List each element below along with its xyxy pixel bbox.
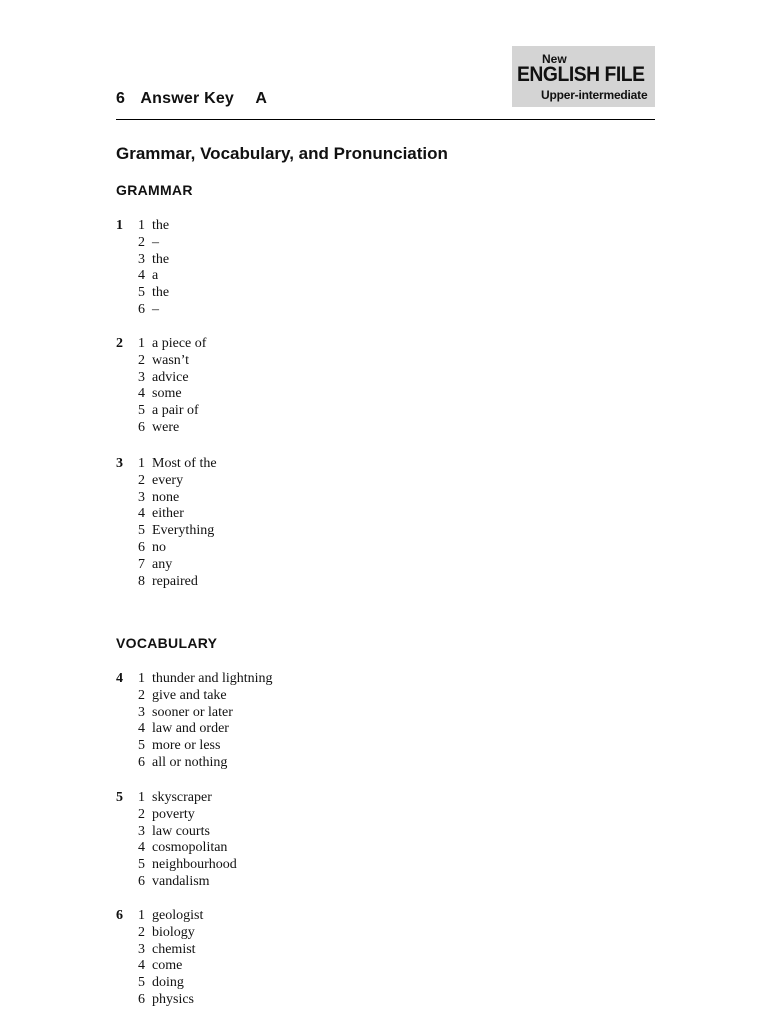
item-number: 3 <box>138 489 145 505</box>
answer-text: every <box>152 472 184 488</box>
answer-text: biology <box>152 924 195 940</box>
answer-text: none <box>152 489 180 505</box>
exercise-number: 1 <box>116 218 123 233</box>
logo-title-text: ENGLISH FILE <box>517 63 645 86</box>
item-number: 3 <box>138 251 145 267</box>
answer-text: physics <box>152 991 194 1007</box>
answer-text: all or nothing <box>152 754 228 770</box>
item-number: 5 <box>138 403 145 419</box>
answer-text: more or less <box>152 738 221 754</box>
grammar-heading: GRAMMAR <box>116 182 193 198</box>
answer-text: cosmopolitan <box>152 840 228 856</box>
item-number: 1 <box>138 790 145 805</box>
item-number: 6 <box>138 873 145 889</box>
answer-text: a <box>152 268 159 284</box>
item-number: 3 <box>138 941 145 957</box>
logo-new-text: New <box>542 52 567 66</box>
answer-text: some <box>152 386 182 402</box>
answer-text: repaired <box>152 573 198 589</box>
answer-text: – <box>152 234 159 250</box>
item-number: 3 <box>138 704 145 720</box>
item-number: 2 <box>138 472 145 488</box>
item-number: 4 <box>138 268 145 284</box>
header-divider <box>116 119 655 120</box>
answer-text: geologist <box>152 908 204 923</box>
answer-text: any <box>152 556 173 572</box>
item-number: 3 <box>138 369 145 385</box>
item-number: 5 <box>138 738 145 754</box>
answer-text: vandalism <box>152 873 210 889</box>
answer-text: advice <box>152 369 189 385</box>
item-number: 5 <box>138 975 145 991</box>
answer-text: Everything <box>152 523 215 539</box>
item-number: 7 <box>138 556 145 572</box>
item-number: 1 <box>138 218 145 233</box>
item-number: 1 <box>138 908 145 923</box>
item-number: 1 <box>138 671 145 686</box>
answer-text: law courts <box>152 823 210 839</box>
answer-text: come <box>152 958 183 974</box>
exercise-number: 4 <box>116 671 123 686</box>
answer-text: a pair of <box>152 403 199 419</box>
version-letter: A <box>255 90 268 107</box>
answer-text: law and order <box>152 721 229 737</box>
exercise-number: 5 <box>116 790 123 805</box>
item-number: 1 <box>138 336 145 351</box>
answer-text: give and take <box>152 687 227 703</box>
item-number: 5 <box>138 857 145 873</box>
answer-text: a piece of <box>152 336 207 351</box>
item-number: 2 <box>138 806 145 822</box>
answer-text: the <box>152 218 170 233</box>
answer-text: the <box>152 251 170 267</box>
english-file-logo <box>512 46 655 107</box>
item-number: 2 <box>138 687 145 703</box>
answer-text: were <box>152 419 180 435</box>
page-title <box>116 90 267 108</box>
item-number: 4 <box>138 958 145 974</box>
logo-level-text: Upper-intermediate <box>541 88 648 102</box>
exercise-number: 2 <box>116 336 123 351</box>
item-number: 4 <box>138 840 145 856</box>
item-number: 5 <box>138 285 145 301</box>
answer-text: either <box>152 506 184 522</box>
item-number: 4 <box>138 506 145 522</box>
answer-text: wasn’t <box>152 352 190 368</box>
item-number: 6 <box>138 991 145 1007</box>
item-number: 6 <box>138 419 145 435</box>
item-number: 6 <box>138 754 145 770</box>
item-number: 3 <box>138 823 145 839</box>
item-number: 2 <box>138 234 145 250</box>
title-text: Answer Key <box>140 90 235 107</box>
item-number: 2 <box>138 924 145 940</box>
answer-text: doing <box>152 975 184 991</box>
vocabulary-heading: VOCABULARY <box>116 635 218 651</box>
unit-number: 6 <box>116 90 126 107</box>
answer-text: Most of the <box>152 456 217 471</box>
answer-text: thunder and lightning <box>152 671 273 686</box>
answer-text: no <box>152 539 166 555</box>
item-number: 2 <box>138 352 145 368</box>
answer-text: chemist <box>152 941 196 957</box>
exercise-number: 3 <box>116 456 123 471</box>
item-number: 4 <box>138 721 145 737</box>
item-number: 1 <box>138 456 145 471</box>
answer-text: poverty <box>152 806 195 822</box>
answer-text: the <box>152 285 170 301</box>
answer-text: – <box>152 301 159 317</box>
answer-text: sooner or later <box>152 704 233 720</box>
answer-text: neighbourhood <box>152 857 237 873</box>
item-number: 4 <box>138 386 145 402</box>
item-number: 5 <box>138 523 145 539</box>
item-number: 6 <box>138 539 145 555</box>
exercise-number: 6 <box>116 908 123 923</box>
section-title: Grammar, Vocabulary, and Pronunciation <box>116 144 448 163</box>
answer-text: skyscraper <box>152 790 212 805</box>
item-number: 8 <box>138 573 145 589</box>
item-number: 6 <box>138 301 145 317</box>
